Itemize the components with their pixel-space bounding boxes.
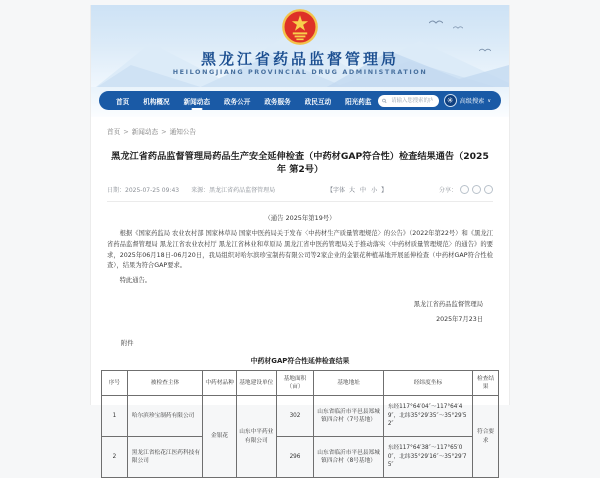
document-number: （通告 2025年第19号）	[264, 214, 336, 222]
site-banner	[91, 5, 509, 87]
bird-icon	[453, 25, 463, 30]
national-emblem-icon	[282, 8, 318, 46]
col-header-result: 检查结果	[473, 371, 499, 396]
nav-item-sunshine[interactable]: 阳光药监	[345, 97, 372, 106]
table-title: 中药材GAP符合性延伸检查结果	[250, 357, 350, 366]
search-box[interactable]	[378, 95, 438, 107]
cell-no: 1	[102, 396, 128, 437]
chevron-down-icon: ∨	[487, 97, 491, 104]
bird-icon	[429, 19, 443, 25]
article-meta	[107, 185, 493, 202]
nav-item-gov-services[interactable]: 政务服务	[264, 97, 291, 106]
col-header-herb: 中药材品种	[203, 371, 237, 396]
font-size-medium-button[interactable]: 中	[360, 187, 367, 194]
site-title: 黑龙江省药品监督管理局	[200, 50, 399, 68]
breadcrumb-news[interactable]: 新闻动态	[131, 128, 159, 136]
advanced-search-label: 高级搜索	[459, 98, 485, 105]
nav-item-interaction[interactable]: 政民互动	[304, 97, 332, 106]
article-closing: 特此通告。	[119, 277, 152, 285]
signature-date: 2025年7月23日	[436, 316, 483, 324]
table-row	[102, 396, 499, 437]
article-source	[191, 185, 275, 194]
cell-address: 山东省临沂市平邑县郑城镇四合村（7号基地）	[314, 396, 383, 437]
compass-icon: ✳	[444, 94, 457, 107]
nav-item-news[interactable]: 新闻动态	[183, 97, 210, 106]
col-header-no: 序号	[102, 371, 128, 396]
main-nav	[99, 91, 501, 110]
col-header-area: 基地面积（亩）	[276, 371, 314, 396]
share-weibo-icon[interactable]	[472, 185, 481, 194]
table-header-row	[102, 371, 499, 396]
attachment-label: 附件	[121, 340, 134, 348]
nav-item-about[interactable]: 机构概况	[143, 97, 170, 106]
breadcrumb-separator: >	[161, 128, 167, 136]
col-header-company: 被检查主体	[127, 371, 202, 396]
font-prefix: 【字体	[327, 187, 346, 194]
page-card	[90, 5, 510, 469]
cell-area: 296	[276, 437, 314, 478]
nav-section	[91, 87, 509, 117]
font-suffix: 】	[381, 187, 388, 194]
article-paragraph: 根据《国家药监局 农业农村部 国家林草局 国家中医药局关于发布〈中药材生产质量管理规范〉的公告》（2022年第22号）和《黑龙江省药品监督管理局 黑龙江省农业农村厅 黑龙江省林业和草原局 黑龙江省中医药管理局关于推动落实〈中药材质量管理规范〉的通告》的要求，2025年06月18日-06月20日，我局组织对哈尔滨珍宝制药有限公司等2家企业的金银花种植基地开展延伸检查（中药材GAP符合性检查），结果为符合GAP要求。	[107, 230, 493, 270]
col-header-coords: 经纬度坐标	[383, 371, 472, 396]
search-input[interactable]	[389, 97, 434, 105]
cell-herb: 金银花	[203, 396, 237, 478]
cell-coords: 东经117°64′38″～117°65′00″，北纬35°29′16″～35°29′75″	[383, 437, 472, 478]
breadcrumb	[91, 117, 509, 140]
breadcrumb-separator: >	[123, 128, 129, 136]
breadcrumb-home[interactable]: 首页	[107, 128, 121, 136]
share-label: 分享：	[438, 187, 457, 194]
source-value: 黑龙江省药品监督管理局	[209, 187, 276, 194]
cell-address: 山东省临沂市平邑县郑城镇四合村（8号基地）	[314, 437, 383, 478]
table-row	[102, 437, 499, 478]
font-size-small-button[interactable]: 小	[371, 187, 378, 194]
page-title: 黑龙江省药品监督管理局药品生产安全延伸检查（中药材GAP符合性）检查结果通告（2025年 第2号）	[111, 151, 489, 175]
cell-area: 302	[276, 396, 314, 437]
source-label: 来源：	[191, 187, 210, 194]
share-wechat-icon[interactable]	[460, 185, 469, 194]
nav-item-home[interactable]: 首页	[116, 97, 130, 106]
gap-results-table	[101, 370, 499, 478]
cell-company: 哈尔滨珍宝制药有限公司	[127, 396, 202, 437]
search-icon	[382, 98, 387, 104]
article-date	[107, 185, 179, 194]
share-control	[439, 185, 493, 194]
cell-no: 2	[102, 437, 128, 478]
font-size-large-button[interactable]: 大	[349, 187, 356, 194]
cell-builder: 山东中平药业有限公司	[236, 396, 276, 478]
col-header-builder: 基地建设单位	[236, 371, 276, 396]
nav-item-gov-info[interactable]: 政务公开	[223, 97, 251, 106]
date-label: 日期：	[107, 187, 126, 194]
site-title-en: HEILONGJIANG PROVINCIAL DRUG ADMINISTRATION	[172, 68, 428, 76]
signature-agency: 黑龙江省药品监督管理局	[413, 301, 483, 309]
font-size-control	[327, 185, 387, 194]
cell-result: 符合要求	[473, 396, 499, 478]
date-value: 2025-07-25 09:43	[125, 187, 180, 194]
breadcrumb-notices[interactable]: 通知公告	[169, 128, 196, 136]
advanced-search[interactable]	[444, 94, 491, 107]
share-link-icon[interactable]	[484, 185, 493, 194]
cell-company: 黑龙江省松花江医药科技有限公司	[127, 437, 202, 478]
col-header-address: 基地地址	[314, 371, 383, 396]
cell-coords: 东经117°64′04″～117°64′49″，北纬35°29′35″～35°29′52″	[383, 396, 472, 437]
